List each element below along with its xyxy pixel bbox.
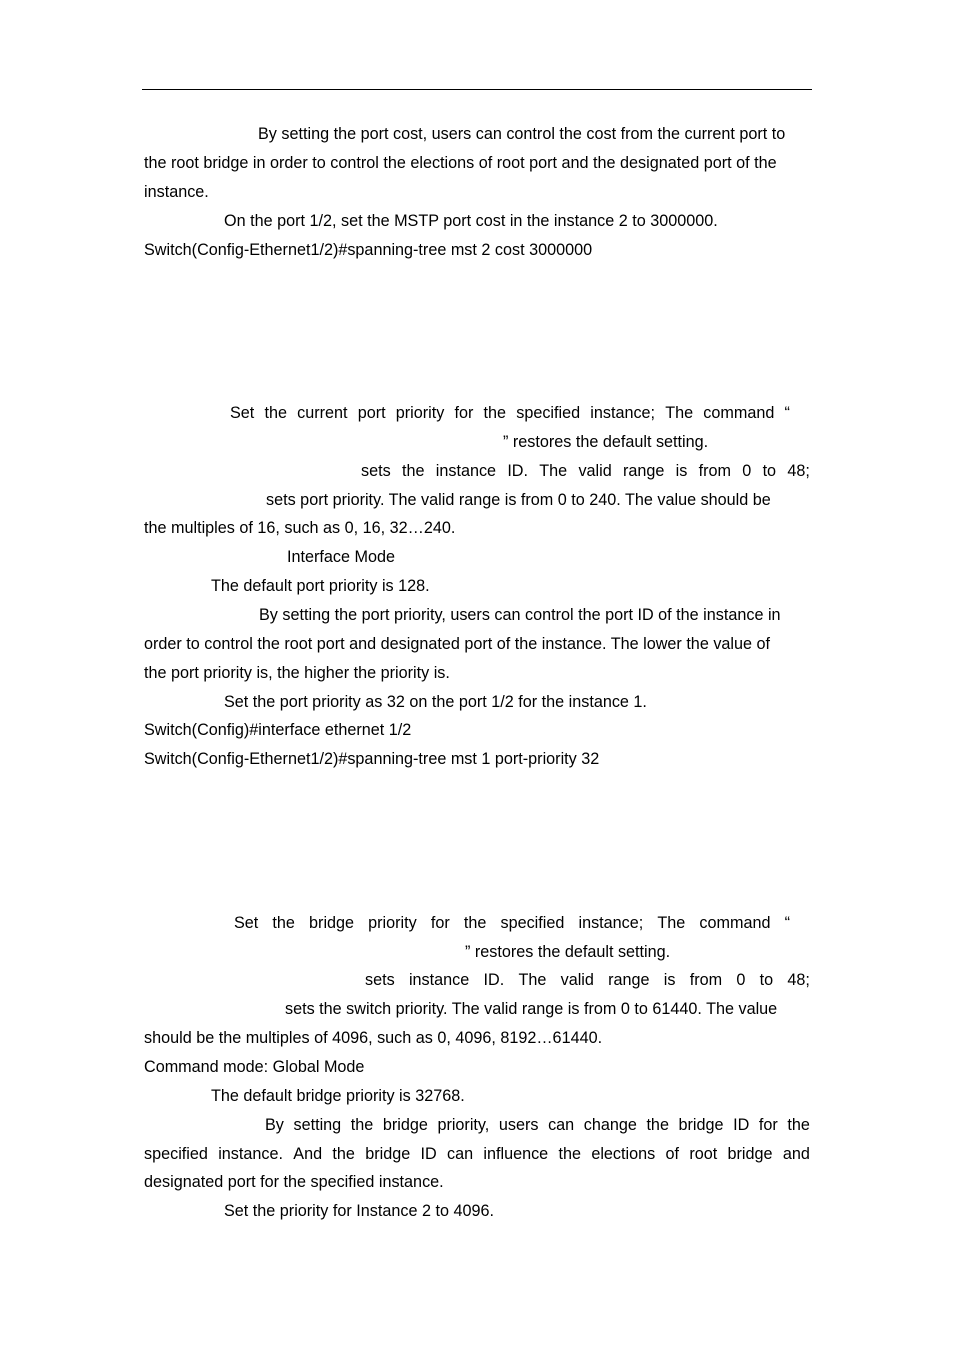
word: bridge — [727, 1145, 773, 1163]
word: port — [357, 404, 386, 422]
word: 48; — [787, 462, 810, 480]
word: priority — [368, 914, 417, 932]
bridge-priority-usage-line-1 — [265, 1115, 810, 1135]
word: from — [689, 971, 723, 989]
word: for — [758, 1116, 778, 1134]
port-priority-param-2-line-1: sets port priority. The valid range is from 0 to 240. The value should be — [266, 491, 771, 509]
port-priority-usage-line-1: By setting the port priority, users can control the port ID of the instance in — [259, 606, 781, 624]
word: is — [663, 971, 676, 989]
word: is — [675, 462, 688, 480]
word: ID. — [483, 971, 505, 989]
word: The — [539, 462, 568, 480]
word: ID. — [507, 462, 528, 480]
bridge-priority-example: Set the priority for Instance 2 to 4096. — [224, 1202, 494, 1220]
word: the — [350, 1116, 374, 1134]
port-priority-mode: Interface Mode — [287, 548, 395, 566]
port-priority-default: The default port priority is 128. — [211, 577, 430, 595]
word: root — [689, 1145, 718, 1163]
word: specified — [500, 914, 565, 932]
bridge-priority-mode: Command mode: Global Mode — [144, 1058, 365, 1076]
word: 0 — [742, 462, 752, 480]
cost-usage-line-3: instance. — [144, 183, 209, 201]
word: Set — [230, 404, 255, 422]
bridge-priority-param-1 — [365, 970, 810, 990]
word: to — [759, 971, 774, 989]
word: the — [332, 1145, 355, 1163]
word: bridge — [365, 1145, 411, 1163]
word: specified — [144, 1145, 208, 1163]
port-priority-example: Set the port priority as 32 on the port 1/2 for the instance 1. — [224, 693, 647, 711]
word: elections — [591, 1145, 656, 1163]
header-rule — [142, 89, 812, 90]
port-priority-param-2-line-2: the multiples of 16, such as 0, 16, 32…240. — [144, 519, 456, 537]
word: ID — [733, 1116, 750, 1134]
word: the — [646, 1116, 669, 1134]
word: sets — [365, 971, 395, 989]
word: command — [703, 404, 775, 422]
word: priority — [395, 404, 445, 422]
cost-example-command: Switch(Config-Ethernet1/2)#spanning-tree mst 2 cost 3000000 — [144, 241, 593, 259]
word: range — [623, 462, 665, 480]
word: The — [657, 914, 686, 932]
word: priority, — [437, 1116, 490, 1134]
word: for — [454, 404, 474, 422]
word: and — [782, 1145, 810, 1163]
bridge-priority-param-2-line-1: sets the switch priority. The valid range is from 0 to 61440. The value — [285, 1000, 778, 1018]
port-priority-example-command-2: Switch(Config-Ethernet1/2)#spanning-tree mst 1 port-priority 32 — [144, 750, 600, 768]
word: And — [293, 1145, 323, 1163]
word: setting — [293, 1116, 342, 1134]
word: the — [463, 914, 487, 932]
word: The — [665, 404, 694, 422]
word: 48; — [787, 971, 810, 989]
word: for — [430, 914, 450, 932]
word: bridge — [309, 914, 355, 932]
word: the — [272, 914, 295, 932]
word: instance — [408, 971, 470, 989]
word: the — [558, 1145, 582, 1163]
cost-usage-line-2: the root bridge in order to control the elections of root port and the designated port of the — [144, 154, 777, 172]
word: to — [762, 462, 777, 480]
word: the — [787, 1116, 810, 1134]
word: range — [608, 971, 650, 989]
bridge-priority-param-2-line-2: should be the multiples of 4096, such as 0, 4096, 8192…61440. — [144, 1029, 603, 1047]
word: can — [446, 1145, 474, 1163]
port-priority-usage-line-3: the port priority is, the higher the priority is. — [144, 664, 450, 682]
word: “ — [784, 404, 790, 422]
word: sets — [361, 462, 391, 480]
cost-example: On the port 1/2, set the MSTP port cost in the instance 2 to 3000000. — [224, 212, 718, 230]
word: current — [297, 404, 348, 422]
word: valid — [560, 971, 594, 989]
port-priority-example-command-1: Switch(Config)#interface ethernet 1/2 — [144, 721, 412, 739]
word: bridge — [382, 1116, 428, 1134]
word: influence — [483, 1145, 549, 1163]
word: “ — [784, 914, 790, 932]
word: ID — [420, 1145, 437, 1163]
word: instance — [435, 462, 497, 480]
word: The — [518, 971, 547, 989]
port-priority-usage-line-2: order to control the root port and designated port of the instance. The lower the value of — [144, 635, 771, 653]
word: the — [483, 404, 507, 422]
bridge-priority-usage-line-2 — [144, 1144, 810, 1164]
word: the — [401, 462, 425, 480]
word: bridge — [678, 1116, 724, 1134]
bridge-priority-default: The default bridge priority is 32768. — [211, 1087, 465, 1105]
word: command — [699, 914, 771, 932]
port-priority-function-line-1 — [230, 403, 790, 423]
word: of — [665, 1145, 680, 1163]
word: from — [698, 462, 732, 480]
word: instance; — [590, 404, 656, 422]
bridge-priority-function-line-2: ” restores the default setting. — [465, 943, 671, 961]
bridge-priority-function-line-1 — [234, 913, 790, 933]
word: valid — [578, 462, 612, 480]
word: can — [548, 1116, 575, 1134]
word: instance. — [218, 1145, 283, 1163]
word: users — [498, 1116, 539, 1134]
word: Set — [234, 914, 259, 932]
port-priority-param-1 — [361, 461, 810, 481]
bridge-priority-usage-line-3: designated port for the specified instance. — [144, 1173, 444, 1191]
word: By — [265, 1116, 284, 1134]
word: the — [264, 404, 287, 422]
word: specified — [516, 404, 581, 422]
cost-usage-line-1: By setting the port cost, users can control the cost from the current port to — [258, 125, 786, 143]
port-priority-function-line-2: ” restores the default setting. — [503, 433, 709, 451]
word: change — [583, 1116, 637, 1134]
word: instance; — [578, 914, 644, 932]
word: 0 — [736, 971, 746, 989]
